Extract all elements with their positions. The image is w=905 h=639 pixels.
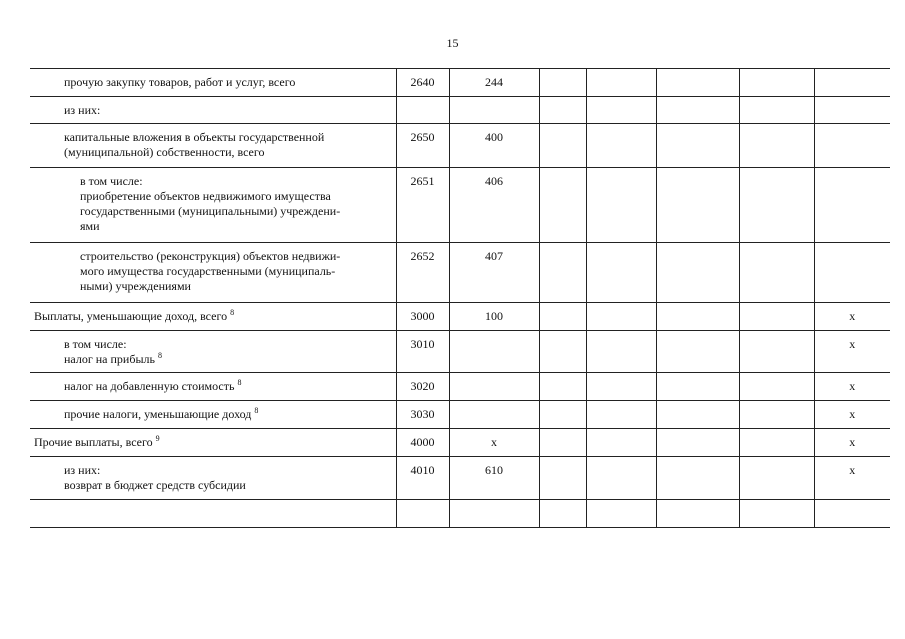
cell-c8: х — [814, 331, 890, 373]
row-label-text: (муниципальной) собственности, всего — [64, 145, 265, 159]
cell-kbk: 244 — [449, 69, 539, 97]
row-label-cell — [30, 243, 396, 303]
row-label-line — [80, 174, 392, 189]
table-row — [30, 373, 890, 401]
row-label-cell — [30, 124, 396, 168]
row-label-line — [80, 219, 392, 234]
page-number: 15 — [446, 36, 459, 50]
row-label-text: мого имущества государственными (муниципаль- — [80, 264, 336, 278]
cell-c4 — [539, 168, 586, 243]
cell-c8 — [814, 243, 890, 303]
cell-kbk: 100 — [449, 303, 539, 331]
footnote-ref: 8 — [237, 378, 242, 387]
row-label-text: капитальные вложения в объекты государственной — [64, 130, 325, 144]
cell-c7 — [739, 303, 814, 331]
row-label-text: ями — [80, 219, 100, 233]
cell-c4 — [539, 429, 586, 457]
row-label-text: Выплаты, уменьшающие доход, всего — [34, 309, 228, 323]
row-label-line — [80, 279, 392, 294]
table-row — [30, 457, 890, 500]
cell-c6 — [656, 373, 739, 401]
cell-c4 — [539, 243, 586, 303]
table-row — [30, 401, 890, 429]
row-label-line — [64, 130, 392, 145]
cell-code: 2650 — [396, 124, 449, 168]
cell-kbk — [449, 97, 539, 124]
row-label-line — [80, 204, 392, 219]
cell-code: 4010 — [396, 457, 449, 500]
table-row — [30, 243, 890, 303]
table-row — [30, 69, 890, 97]
row-label-cell — [30, 457, 396, 500]
cell-c6 — [656, 69, 739, 97]
cell-c4 — [539, 69, 586, 97]
row-label-line — [34, 435, 392, 450]
cell-c4 — [539, 500, 586, 528]
budget-table — [30, 68, 890, 528]
table-row — [30, 168, 890, 243]
cell-code: 3000 — [396, 303, 449, 331]
row-label-cell — [30, 500, 396, 528]
cell-code — [396, 500, 449, 528]
cell-c5 — [586, 500, 656, 528]
cell-kbk — [449, 401, 539, 429]
cell-c5 — [586, 243, 656, 303]
row-label-cell — [30, 429, 396, 457]
cell-c7 — [739, 401, 814, 429]
cell-c6 — [656, 457, 739, 500]
footnote-ref: 8 — [157, 351, 162, 360]
cell-code: 4000 — [396, 429, 449, 457]
cell-c5 — [586, 168, 656, 243]
row-label-line — [80, 189, 392, 204]
row-label-line — [64, 478, 392, 493]
row-label-line — [64, 103, 392, 118]
row-label-line — [64, 337, 392, 352]
row-label-cell — [30, 303, 396, 331]
cell-c4 — [539, 373, 586, 401]
row-label-text: из них: — [64, 103, 101, 117]
cell-kbk — [449, 373, 539, 401]
cell-c5 — [586, 373, 656, 401]
cell-c8: х — [814, 401, 890, 429]
cell-kbk: 610 — [449, 457, 539, 500]
cell-c5 — [586, 124, 656, 168]
cell-c7 — [739, 124, 814, 168]
cell-c6 — [656, 243, 739, 303]
row-label-text: строительство (реконструкция) объектов недвижи- — [80, 249, 341, 263]
cell-kbk: 406 — [449, 168, 539, 243]
cell-c6 — [656, 168, 739, 243]
table-row — [30, 97, 890, 124]
cell-kbk: 400 — [449, 124, 539, 168]
cell-c4 — [539, 124, 586, 168]
row-label-line — [64, 379, 392, 394]
row-label-line — [80, 264, 392, 279]
row-label-cell — [30, 401, 396, 429]
cell-c8 — [814, 97, 890, 124]
row-label-text: государственными (муниципальными) учреждени- — [80, 204, 341, 218]
table-row — [30, 331, 890, 373]
cell-c8: х — [814, 303, 890, 331]
cell-c7 — [739, 97, 814, 124]
row-label-text: налог на прибыль — [64, 352, 155, 366]
table-row — [30, 124, 890, 168]
row-label-text: в том числе: — [80, 174, 143, 188]
cell-c5 — [586, 303, 656, 331]
row-label-text: приобретение объектов недвижимого имущества — [80, 189, 331, 203]
cell-c7 — [739, 457, 814, 500]
cell-code: 3030 — [396, 401, 449, 429]
table-row — [30, 500, 890, 528]
cell-code: 2640 — [396, 69, 449, 97]
row-label-text: из них: — [64, 463, 101, 477]
row-label-text: возврат в бюджет средств субсидии — [64, 478, 246, 492]
row-label-cell — [30, 97, 396, 124]
cell-c5 — [586, 429, 656, 457]
row-label-line — [64, 463, 392, 478]
cell-c6 — [656, 97, 739, 124]
cell-c4 — [539, 401, 586, 429]
cell-kbk: х — [449, 429, 539, 457]
cell-c6 — [656, 429, 739, 457]
cell-c7 — [739, 69, 814, 97]
cell-kbk — [449, 500, 539, 528]
footnote-ref: 8 — [230, 308, 235, 317]
row-label-cell — [30, 373, 396, 401]
cell-c8 — [814, 69, 890, 97]
cell-c7 — [739, 373, 814, 401]
cell-c7 — [739, 168, 814, 243]
row-label-cell — [30, 69, 396, 97]
cell-c5 — [586, 457, 656, 500]
cell-c6 — [656, 303, 739, 331]
cell-c7 — [739, 243, 814, 303]
row-label-line — [64, 407, 392, 422]
row-label-line — [64, 352, 392, 367]
cell-c5 — [586, 331, 656, 373]
cell-c7 — [739, 429, 814, 457]
row-label-text: ными) учреждениями — [80, 279, 191, 293]
row-label-text: Прочие выплаты, всего — [34, 435, 153, 449]
row-label-text: прочие налоги, уменьшающие доход — [64, 407, 252, 421]
cell-c8: х — [814, 429, 890, 457]
footnote-ref: 8 — [254, 406, 259, 415]
cell-kbk — [449, 331, 539, 373]
cell-c5 — [586, 97, 656, 124]
row-label-text: в том числе: — [64, 337, 127, 351]
cell-c4 — [539, 303, 586, 331]
table-row — [30, 303, 890, 331]
cell-c7 — [739, 331, 814, 373]
row-label-cell — [30, 168, 396, 243]
cell-c8: х — [814, 457, 890, 500]
row-label-line — [80, 249, 392, 264]
row-label-line — [64, 145, 392, 160]
cell-c4 — [539, 457, 586, 500]
cell-c8: х — [814, 373, 890, 401]
cell-c4 — [539, 97, 586, 124]
cell-c6 — [656, 331, 739, 373]
cell-code — [396, 97, 449, 124]
cell-c8 — [814, 124, 890, 168]
cell-c8 — [814, 500, 890, 528]
cell-code: 3020 — [396, 373, 449, 401]
cell-code: 3010 — [396, 331, 449, 373]
row-label-line — [64, 75, 392, 90]
cell-code: 2651 — [396, 168, 449, 243]
cell-c6 — [656, 124, 739, 168]
row-label-text: прочую закупку товаров, работ и услуг, всего — [64, 75, 296, 89]
cell-c6 — [656, 500, 739, 528]
cell-c4 — [539, 331, 586, 373]
cell-kbk: 407 — [449, 243, 539, 303]
footnote-ref: 9 — [155, 434, 160, 443]
cell-c6 — [656, 401, 739, 429]
cell-c7 — [739, 500, 814, 528]
cell-c5 — [586, 401, 656, 429]
cell-c8 — [814, 168, 890, 243]
cell-code: 2652 — [396, 243, 449, 303]
row-label-text: налог на добавленную стоимость — [64, 379, 235, 393]
row-label-line — [34, 309, 392, 324]
table-row — [30, 429, 890, 457]
row-label-cell — [30, 331, 396, 373]
cell-c5 — [586, 69, 656, 97]
